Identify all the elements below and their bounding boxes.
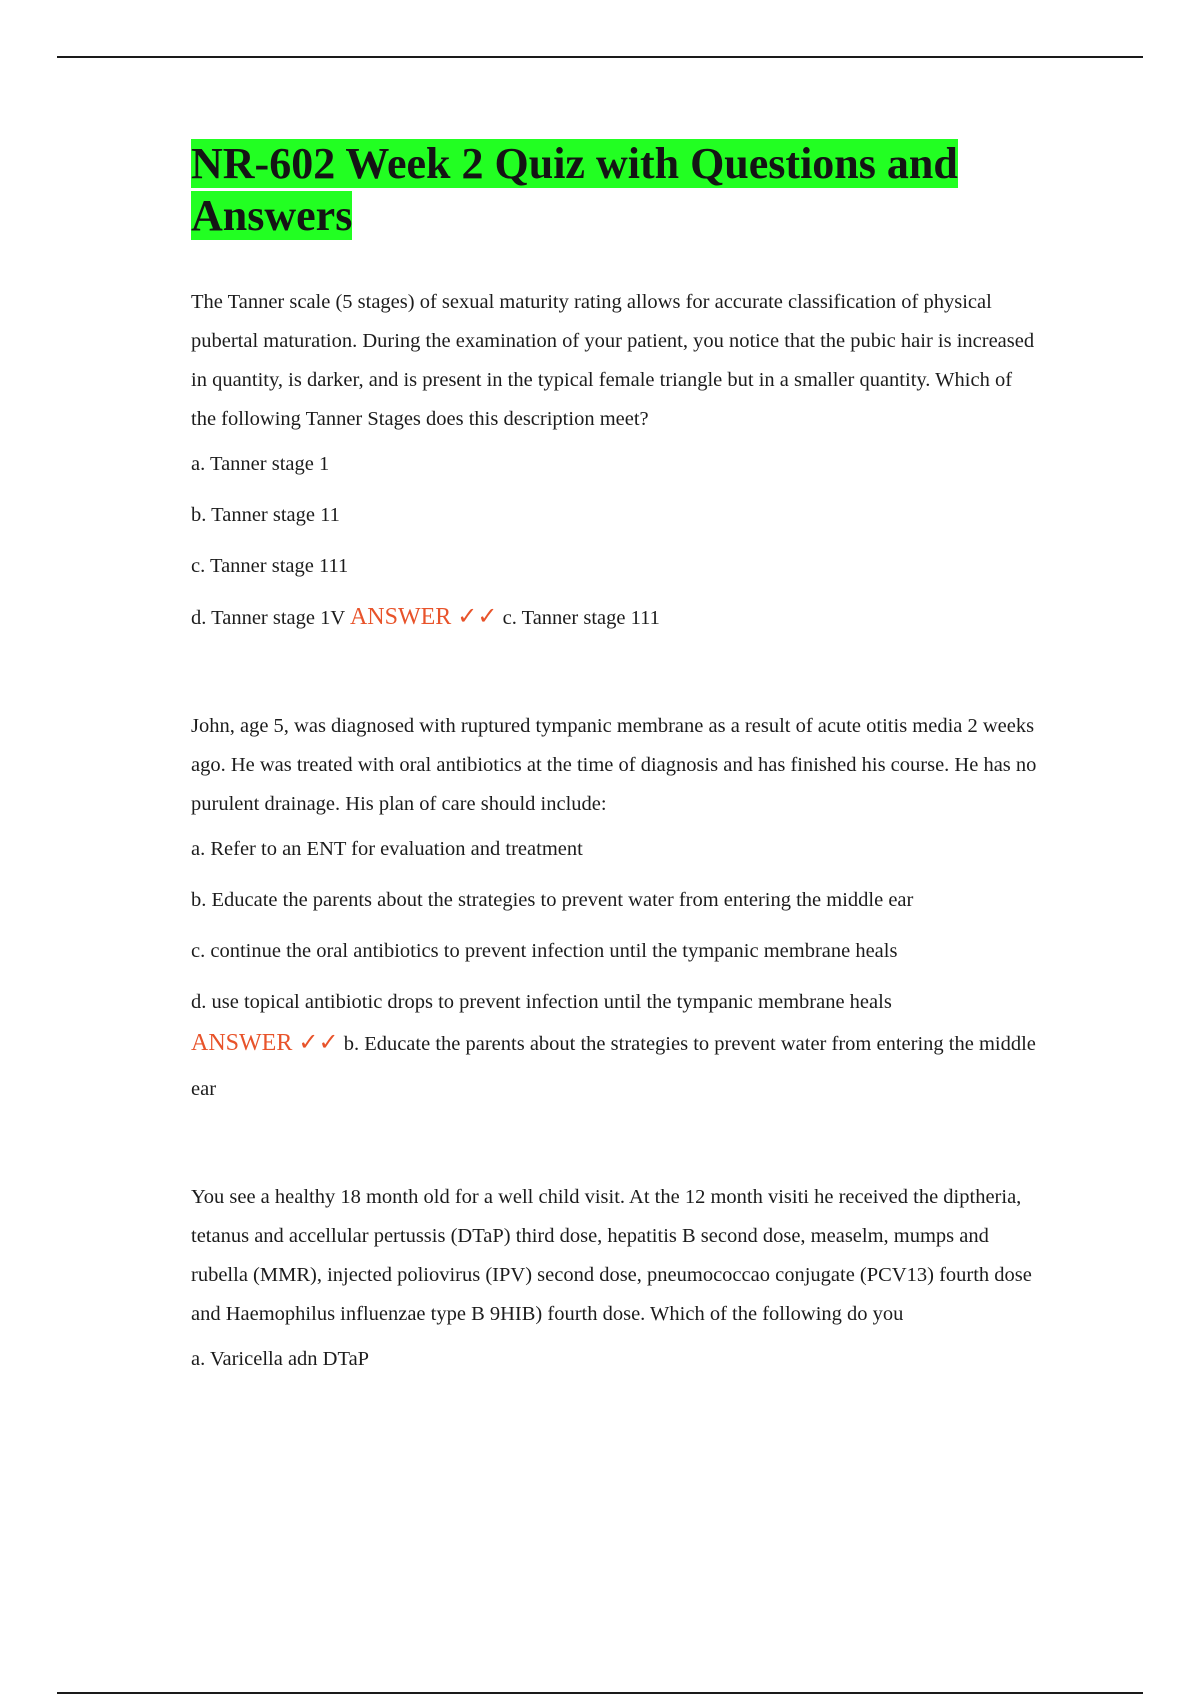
answer-label: ANSWER ✓✓ <box>191 1030 339 1056</box>
question-1 <box>191 283 1041 631</box>
answer-line <box>191 1021 1041 1112</box>
option-d: d. Tanner stage 1V <box>191 607 345 629</box>
document-body <box>191 138 1041 1372</box>
option-d: d. use topical antibiotic drops to prevent infection until the tympanic membrane heals <box>191 991 892 1013</box>
title-highlight: NR-602 Week 2 Quiz with Questions and Answers <box>191 139 958 240</box>
option-b: b. Tanner stage 11 <box>191 504 340 526</box>
question-2 <box>191 707 1041 1112</box>
option-a: a. Refer to an ENT for evaluation and treatment <box>191 838 583 860</box>
option-a: a. Tanner stage 1 <box>191 453 330 475</box>
answer-text: b. Educate the parents about the strategies to prevent water from entering the middle ear <box>191 1033 1036 1100</box>
header-rule <box>57 56 1143 58</box>
question-3 <box>191 1178 1041 1372</box>
option-c: c. Tanner stage 111 <box>191 555 349 577</box>
question-stem: John, age 5, was diagnosed with ruptured tympanic membrane as a result of acute otitis media 2 weeks ago. He was treated with oral antibiotics at the time of diagnosis and has finished his course. He has no purulent drainage. His plan of care should include: <box>191 715 1037 815</box>
answer-label: ANSWER ✓✓ <box>349 604 498 630</box>
option-a: a. Varicella adn DTaP <box>191 1348 370 1370</box>
option-c: c. continue the oral antibiotics to prevent infection until the tympanic membrane heals <box>191 940 898 962</box>
question-stem: You see a healthy 18 month old for a well child visit. At the 12 month visiti he received the diptheria, tetanus and accellular pertussis (DTaP) third dose, hepatitis B second dose, measelm, mumps and rubella (MMR), injected poliovirus (IPV) second dose, pneumococcao conjugate (PCV13) fourth dose and Haemophilus influenzae type B 9HIB) fourth dose. Which of the following do you <box>191 1186 1032 1325</box>
question-stem: The Tanner scale (5 stages) of sexual maturity rating allows for accurate classification of physical pubertal maturation. During the examination of your patient, you notice that the pubic hair is increased in quantity, is darker, and is present in the typical female triangle but in a smaller quantity. Which of the following Tanner Stages does this description meet? <box>191 291 1035 430</box>
document-title <box>191 138 991 242</box>
option-d-with-answer <box>191 604 1041 631</box>
option-b: b. Educate the parents about the strategies to prevent water from entering the middle ear <box>191 889 914 911</box>
answer-text: c. Tanner stage 111 <box>502 607 660 629</box>
footer-rule <box>57 1692 1143 1694</box>
